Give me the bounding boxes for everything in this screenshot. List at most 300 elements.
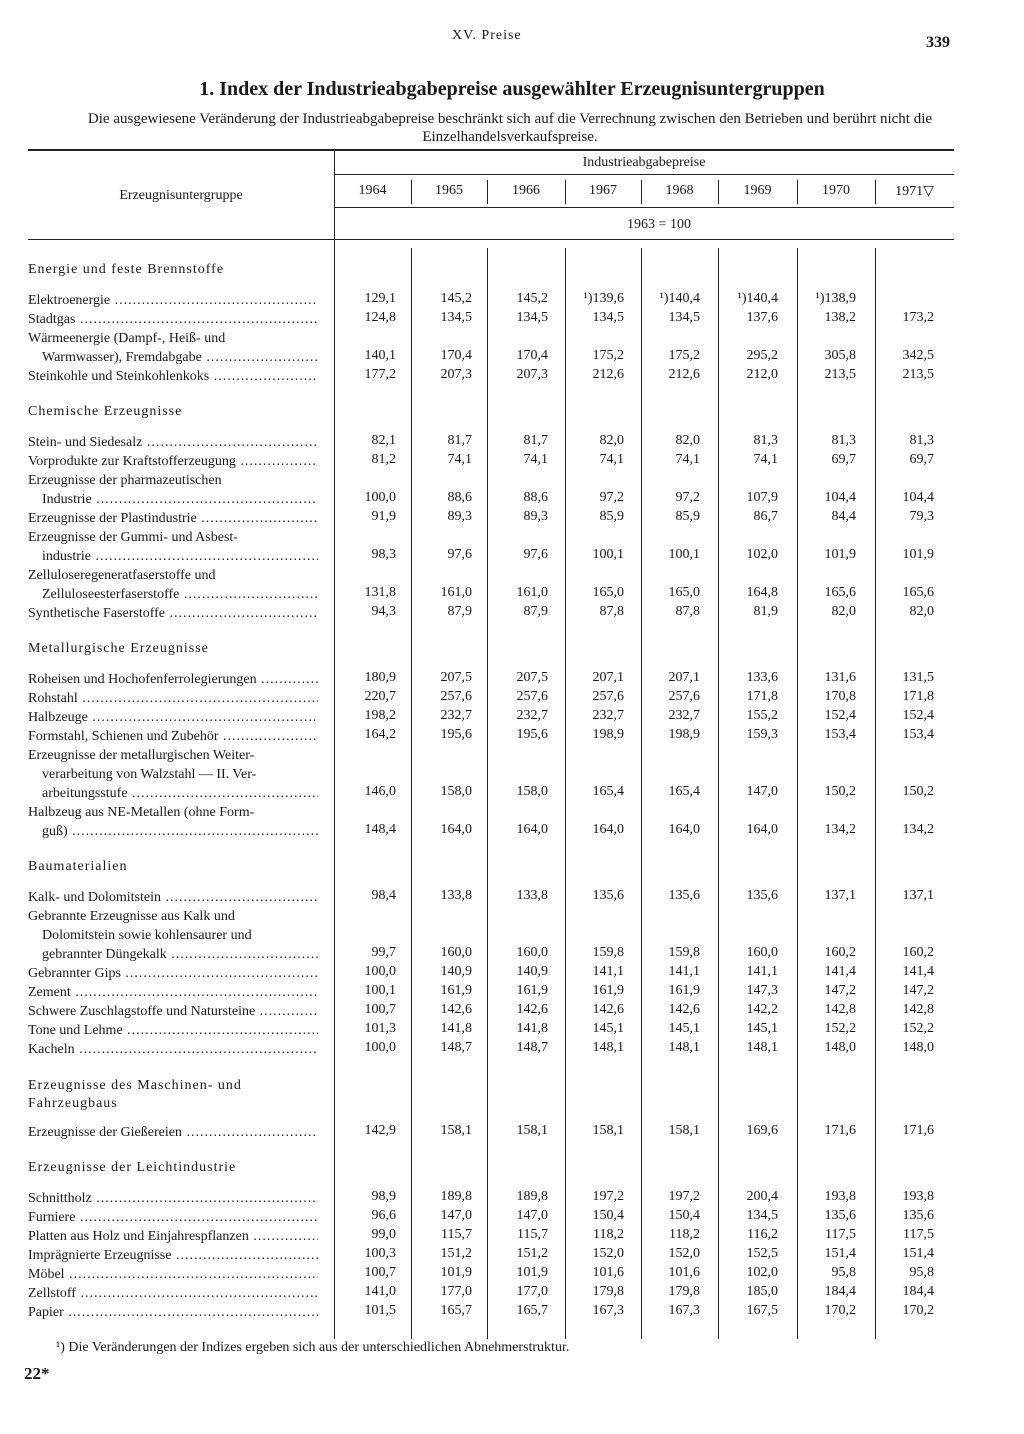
value-cell: 152,2: [824, 1021, 856, 1036]
row-label-line: Erzeugnisse der Gießereien .....: [28, 1123, 318, 1142]
value-cell: 155,2: [746, 708, 778, 723]
row-label: [28, 1123, 318, 1142]
value-cell: 161,9: [440, 983, 472, 998]
value-cell: 164,0: [746, 822, 778, 837]
value-cell: 159,8: [668, 945, 700, 960]
row-label: [28, 803, 318, 841]
value-cell: 134,2: [902, 822, 934, 837]
row-label: [28, 452, 318, 471]
row-label-line: Wärmeenergie (Dampf-, Heiß- und: [28, 331, 226, 346]
row-label: [28, 689, 318, 708]
group-heading: Metallurgische Erzeugnisse: [28, 641, 209, 656]
base-year-label: 1963 = 100: [627, 217, 691, 232]
year-header: 1970: [822, 183, 850, 198]
year-header: 1969: [743, 183, 772, 198]
value-cell: ¹)139,6: [583, 291, 624, 306]
value-cell: 97,6: [523, 547, 548, 562]
row-label-line: Roheisen und Hochofenferrolegierungen .....: [28, 670, 318, 689]
year-header: 1968: [665, 183, 694, 198]
row-label: [28, 1265, 318, 1284]
value-cell: 142,8: [824, 1002, 856, 1017]
value-cell: 142,6: [516, 1002, 548, 1017]
row-label-line: Erzeugnisse der metallurgischen Weiter-: [28, 748, 255, 763]
header-top-rule: [28, 149, 954, 151]
value-cell: 88,6: [523, 490, 548, 505]
value-cell: 87,8: [599, 604, 624, 619]
value-cell: 129,1: [364, 291, 396, 306]
value-cell: 197,2: [592, 1189, 624, 1204]
row-label: [28, 310, 318, 329]
row-label: [28, 509, 318, 528]
value-cell: 117,5: [825, 1227, 856, 1242]
value-cell: 158,1: [592, 1123, 624, 1138]
value-cell: 98,3: [371, 547, 396, 562]
value-cell: 116,2: [747, 1227, 778, 1242]
value-cell: 100,7: [364, 1265, 396, 1280]
value-cell: 134,5: [516, 310, 548, 325]
value-cell: 165,0: [592, 585, 624, 600]
value-cell: 207,1: [592, 670, 624, 685]
value-cell: 257,6: [668, 689, 700, 704]
value-cell: 104,4: [902, 490, 934, 505]
value-cell: 81,7: [523, 433, 548, 448]
value-cell: 82,1: [371, 433, 396, 448]
value-cell: 147,0: [440, 1208, 472, 1223]
value-cell: 165,0: [668, 585, 700, 600]
value-cell: 170,4: [440, 348, 472, 363]
value-cell: 101,9: [824, 547, 856, 562]
value-cell: 177,0: [516, 1284, 548, 1299]
row-label-line: Elektroenergie .....: [28, 291, 318, 310]
value-cell: 152,4: [824, 708, 856, 723]
row-label-line: Gebrannte Erzeugnisse aus Kalk und: [28, 909, 235, 924]
value-cell: 101,9: [902, 547, 934, 562]
row-label: [28, 291, 318, 310]
value-cell: 158,1: [440, 1123, 472, 1138]
row-label: [28, 329, 318, 367]
value-cell: 134,5: [440, 310, 472, 325]
value-cell: 177,2: [364, 367, 396, 382]
value-cell: 179,8: [592, 1284, 624, 1299]
row-label: [28, 907, 318, 964]
value-cell: 170,2: [902, 1303, 934, 1318]
value-cell: 81,3: [909, 433, 934, 448]
value-cell: 133,6: [746, 670, 778, 685]
value-cell: 142,2: [746, 1002, 778, 1017]
value-cell: 142,6: [668, 1002, 700, 1017]
value-cell: 86,7: [753, 509, 778, 524]
value-cell: 170,2: [824, 1303, 856, 1318]
value-cell: 142,6: [592, 1002, 624, 1017]
table-subtitle: Die ausgewiesene Veränderung der Industrieabgabepreise beschränkt sich auf die Verrechnung zwischen den Betrieben und berührt nicht die Einzelhandelsverkaufspreise.: [87, 111, 933, 145]
value-cell: 167,3: [668, 1303, 700, 1318]
value-cell: 137,6: [746, 310, 778, 325]
year-separator: [565, 180, 566, 204]
row-label-line: Imprägnierte Erzeugnisse .....: [28, 1246, 318, 1265]
value-cell: 101,3: [364, 1021, 396, 1036]
group-header: Industrieabgabepreise: [582, 155, 706, 170]
row-label-line: Industrie .....: [28, 490, 318, 509]
year-separator: [641, 180, 642, 204]
value-cell: 134,5: [668, 310, 700, 325]
value-cell: 145,1: [668, 1021, 700, 1036]
header-mid-rule: [334, 174, 954, 175]
value-cell: 133,8: [440, 888, 472, 903]
value-cell: 169,6: [746, 1123, 778, 1138]
row-label: [28, 708, 318, 727]
row-label-line: Halbzeug aus NE-Metallen (ohne Form-: [28, 805, 255, 820]
value-cell: 232,7: [592, 708, 624, 723]
value-cell: 87,8: [675, 604, 700, 619]
value-cell: 81,9: [753, 604, 778, 619]
row-label-line: Erzeugnisse der pharmazeutischen: [28, 473, 222, 488]
value-cell: 97,2: [675, 490, 700, 505]
row-label-line: Vorprodukte zur Kraftstofferzeugung .....: [28, 452, 318, 471]
row-label: [28, 1208, 318, 1227]
value-cell: 153,4: [824, 727, 856, 742]
value-cell: 131,6: [824, 670, 856, 685]
row-label-line: Warmwasser), Fremdabgabe .....: [28, 348, 318, 367]
value-cell: 185,0: [746, 1284, 778, 1299]
value-cell: 135,6: [902, 1208, 934, 1223]
value-cell: 150,4: [668, 1208, 700, 1223]
value-cell: 148,0: [902, 1040, 934, 1055]
row-label: [28, 528, 318, 566]
value-cell: 145,1: [592, 1021, 624, 1036]
value-cell: 167,5: [746, 1303, 778, 1318]
row-label-line: Halbzeuge .....: [28, 708, 318, 727]
year-header: 1966: [512, 183, 540, 198]
value-cell: 118,2: [669, 1227, 700, 1242]
value-cell: 151,4: [902, 1246, 934, 1261]
header-base-rule: [334, 207, 954, 208]
value-cell: 140,9: [516, 964, 548, 979]
row-label: [28, 1002, 318, 1021]
value-cell: 137,1: [902, 888, 934, 903]
signature-mark: 22*: [24, 1364, 50, 1383]
value-cell: 164,0: [668, 822, 700, 837]
row-label-line: Stein- und Siedesalz .....: [28, 433, 318, 452]
value-cell: 69,7: [909, 452, 934, 467]
value-cell: 177,0: [440, 1284, 472, 1299]
row-label-line: verarbeitung von Walzstahl — II. Ver-: [42, 767, 257, 782]
value-cell: 161,9: [516, 983, 548, 998]
value-cell: 165,6: [824, 585, 856, 600]
value-cell: 165,6: [902, 585, 934, 600]
row-label-line: Papier .....: [28, 1303, 318, 1322]
row-label-line: Zelluloseesterfaserstoffe .....: [28, 585, 318, 604]
value-cell: 141,4: [902, 964, 934, 979]
group-heading: Baumaterialien: [28, 859, 128, 874]
row-label: [28, 1040, 318, 1059]
year-separator: [411, 180, 412, 204]
value-cell: 180,9: [364, 670, 396, 685]
group-heading: Erzeugnisse der Leichtindustrie: [28, 1160, 237, 1175]
value-cell: 295,2: [746, 348, 778, 363]
value-cell: 195,6: [440, 727, 472, 742]
value-cell: 115,7: [517, 1227, 548, 1242]
row-label-line: gebrannter Düngekalk .....: [28, 945, 318, 964]
value-cell: 152,5: [746, 1246, 778, 1261]
value-cell: 99,0: [371, 1227, 396, 1242]
value-cell: 131,8: [364, 585, 396, 600]
value-cell: 207,5: [516, 670, 548, 685]
row-label-line: Kacheln .....: [28, 1040, 318, 1059]
value-cell: 207,1: [668, 670, 700, 685]
row-label-line: Erzeugnisse der Plastindustrie .....: [28, 509, 318, 528]
value-cell: 164,8: [746, 585, 778, 600]
value-cell: 141,8: [440, 1021, 472, 1036]
value-cell: 101,9: [440, 1265, 472, 1280]
value-cell: 146,0: [364, 784, 396, 799]
value-cell: 167,3: [592, 1303, 624, 1318]
value-cell: 140,9: [440, 964, 472, 979]
value-cell: 160,0: [516, 945, 548, 960]
value-cell: 164,2: [364, 727, 396, 742]
value-cell: 141,8: [516, 1021, 548, 1036]
row-label: [28, 1021, 318, 1040]
value-cell: 213,5: [902, 367, 934, 382]
value-cell: 171,6: [824, 1123, 856, 1138]
value-cell: 158,1: [668, 1123, 700, 1138]
row-label: [28, 433, 318, 452]
value-cell: 81,2: [371, 452, 396, 467]
value-cell: 88,6: [447, 490, 472, 505]
value-cell: 100,1: [668, 547, 700, 562]
section-title: XV. Preise: [452, 28, 522, 43]
value-cell: ¹)138,9: [815, 291, 856, 306]
value-cell: 232,7: [668, 708, 700, 723]
row-label: [28, 670, 318, 689]
row-label-line: Kalk- und Dolomitstein .....: [28, 888, 318, 907]
value-cell: 195,6: [516, 727, 548, 742]
value-cell: 133,8: [516, 888, 548, 903]
value-cell: 142,8: [902, 1002, 934, 1017]
value-cell: 81,7: [447, 433, 472, 448]
value-cell: 134,2: [824, 822, 856, 837]
value-cell: 158,1: [516, 1123, 548, 1138]
value-cell: 160,0: [440, 945, 472, 960]
year-separator: [797, 180, 798, 204]
value-cell: 97,2: [599, 490, 624, 505]
value-cell: 148,1: [592, 1040, 624, 1055]
value-cell: 100,7: [364, 1002, 396, 1017]
value-cell: 145,2: [516, 291, 548, 306]
value-cell: 175,2: [668, 348, 700, 363]
row-header: Erzeugnisuntergruppe: [119, 188, 243, 203]
value-cell: 148,7: [516, 1040, 548, 1055]
row-label: [28, 888, 318, 907]
value-cell: ¹)140,4: [659, 291, 700, 306]
value-cell: 170,8: [824, 689, 856, 704]
value-cell: 173,2: [902, 310, 934, 325]
row-label-line: Synthetische Faserstoffe .....: [28, 604, 318, 623]
value-cell: 74,1: [523, 452, 548, 467]
value-cell: 212,6: [668, 367, 700, 382]
value-cell: 101,6: [592, 1265, 624, 1280]
value-cell: 189,8: [516, 1189, 548, 1204]
year-separator: [718, 180, 719, 204]
value-cell: 152,0: [592, 1246, 624, 1261]
value-cell: 147,2: [902, 983, 934, 998]
row-label-line: Steinkohle und Steinkohlenkoks .....: [28, 367, 318, 386]
value-cell: 145,1: [746, 1021, 778, 1036]
value-cell: 115,7: [441, 1227, 472, 1242]
value-cell: 164,0: [440, 822, 472, 837]
value-cell: 151,2: [440, 1246, 472, 1261]
value-cell: 138,2: [824, 310, 856, 325]
value-cell: 198,2: [364, 708, 396, 723]
row-label: [28, 1227, 318, 1246]
value-cell: 160,2: [902, 945, 934, 960]
value-cell: 141,1: [592, 964, 624, 979]
value-cell: 137,1: [824, 888, 856, 903]
value-cell: 100,0: [364, 1040, 396, 1055]
value-cell: 161,0: [440, 585, 472, 600]
value-cell: 145,2: [440, 291, 472, 306]
value-cell: 87,9: [447, 604, 472, 619]
value-cell: 82,0: [909, 604, 934, 619]
row-label: [28, 1189, 318, 1208]
value-cell: 160,0: [746, 945, 778, 960]
value-cell: 342,5: [902, 348, 934, 363]
row-label-line: Stadtgas .....: [28, 310, 318, 329]
value-cell: 141,4: [824, 964, 856, 979]
row-label-line: Zelluloseregeneratfaserstoffe und: [28, 568, 216, 583]
row-label-line: Zement .....: [28, 983, 318, 1002]
header-bottom-rule: [28, 239, 954, 240]
row-label-line: Schnittholz .....: [28, 1189, 318, 1208]
value-cell: 161,0: [516, 585, 548, 600]
row-label-line: Zellstoff .....: [28, 1284, 318, 1303]
value-cell: 100,1: [364, 983, 396, 998]
value-cell: 81,3: [753, 433, 778, 448]
year-header: 1965: [435, 183, 463, 198]
value-cell: 81,3: [831, 433, 856, 448]
value-cell: 135,6: [824, 1208, 856, 1223]
row-label: [28, 727, 318, 746]
value-cell: 74,1: [599, 452, 624, 467]
row-label: [28, 367, 318, 386]
value-cell: 165,4: [592, 784, 624, 799]
value-cell: 305,8: [824, 348, 856, 363]
value-cell: 197,2: [668, 1189, 700, 1204]
value-cell: 257,6: [440, 689, 472, 704]
row-label-line: Dolomitstein sowie kohlensaurer und: [42, 928, 252, 943]
row-label-line: Erzeugnisse der Gummi- und Asbest-: [28, 530, 238, 545]
value-cell: 165,7: [516, 1303, 548, 1318]
value-cell: 82,0: [675, 433, 700, 448]
value-cell: 94,3: [371, 604, 396, 619]
row-label-line: Tone und Lehme .....: [28, 1021, 318, 1040]
value-cell: 135,6: [746, 888, 778, 903]
value-cell: 200,4: [746, 1189, 778, 1204]
value-cell: 158,0: [516, 784, 548, 799]
value-cell: 158,0: [440, 784, 472, 799]
value-cell: 207,3: [440, 367, 472, 382]
group-heading: Erzeugnisse des Maschinen- und Fahrzeugbaus: [28, 1078, 242, 1111]
row-label: [28, 746, 318, 803]
value-cell: 91,9: [371, 509, 396, 524]
row-label-line: Furniere .....: [28, 1208, 318, 1227]
value-cell: 198,9: [668, 727, 700, 742]
row-label-line: Schwere Zuschlagstoffe und Natursteine .....: [28, 1002, 318, 1021]
value-cell: 193,8: [902, 1189, 934, 1204]
value-cell: 164,0: [592, 822, 624, 837]
value-cell: 147,3: [746, 983, 778, 998]
value-cell: 159,3: [746, 727, 778, 742]
value-cell: 100,1: [592, 547, 624, 562]
year-header: 1967: [589, 183, 617, 198]
row-label-line: Gebrannter Gips .....: [28, 964, 318, 983]
value-cell: 79,3: [909, 509, 934, 524]
value-cell: 142,9: [364, 1123, 396, 1138]
value-cell: 189,8: [440, 1189, 472, 1204]
value-cell: 152,2: [902, 1021, 934, 1036]
value-cell: 148,7: [440, 1040, 472, 1055]
row-label: [28, 1303, 318, 1322]
value-cell: 141,0: [364, 1284, 396, 1299]
row-label: [28, 1246, 318, 1265]
value-cell: 184,4: [824, 1284, 856, 1299]
value-cell: 74,1: [753, 452, 778, 467]
value-cell: 124,8: [364, 310, 396, 325]
value-cell: 198,9: [592, 727, 624, 742]
row-label-line: industrie .....: [28, 547, 318, 566]
value-cell: 74,1: [675, 452, 700, 467]
value-cell: 142,6: [440, 1002, 472, 1017]
value-cell: 152,4: [902, 708, 934, 723]
value-cell: 95,8: [909, 1265, 934, 1280]
value-cell: 107,9: [746, 490, 778, 505]
value-cell: 101,9: [516, 1265, 548, 1280]
row-label: [28, 566, 318, 604]
value-cell: 220,7: [364, 689, 396, 704]
value-cell: 147,0: [516, 1208, 548, 1223]
value-cell: 140,1: [364, 348, 396, 363]
row-label-line: Formstahl, Schienen und Zubehör .....: [28, 727, 318, 746]
value-cell: 82,0: [599, 433, 624, 448]
value-cell: 170,4: [516, 348, 548, 363]
value-cell: 212,6: [592, 367, 624, 382]
value-cell: 153,4: [902, 727, 934, 742]
value-cell: 87,9: [523, 604, 548, 619]
row-label: [28, 964, 318, 983]
value-cell: 207,3: [516, 367, 548, 382]
value-cell: 213,5: [824, 367, 856, 382]
row-label: [28, 983, 318, 1002]
row-label: [28, 1284, 318, 1303]
value-cell: 150,4: [592, 1208, 624, 1223]
value-cell: 232,7: [516, 708, 548, 723]
value-cell: 184,4: [902, 1284, 934, 1299]
row-label-line: guß) .....: [28, 822, 318, 841]
value-cell: 98,4: [371, 888, 396, 903]
value-cell: 141,1: [746, 964, 778, 979]
value-cell: 89,3: [523, 509, 548, 524]
year-separator: [875, 180, 876, 204]
value-cell: 134,5: [746, 1208, 778, 1223]
row-label: [28, 471, 318, 509]
value-cell: 99,7: [371, 945, 396, 960]
row-label-line: Rohstahl .....: [28, 689, 318, 708]
value-cell: 179,8: [668, 1284, 700, 1299]
value-cell: 141,1: [668, 964, 700, 979]
value-cell: 171,6: [902, 1123, 934, 1138]
value-cell: 148,4: [364, 822, 396, 837]
column-rule: [334, 149, 335, 1339]
value-cell: 95,8: [831, 1265, 856, 1280]
